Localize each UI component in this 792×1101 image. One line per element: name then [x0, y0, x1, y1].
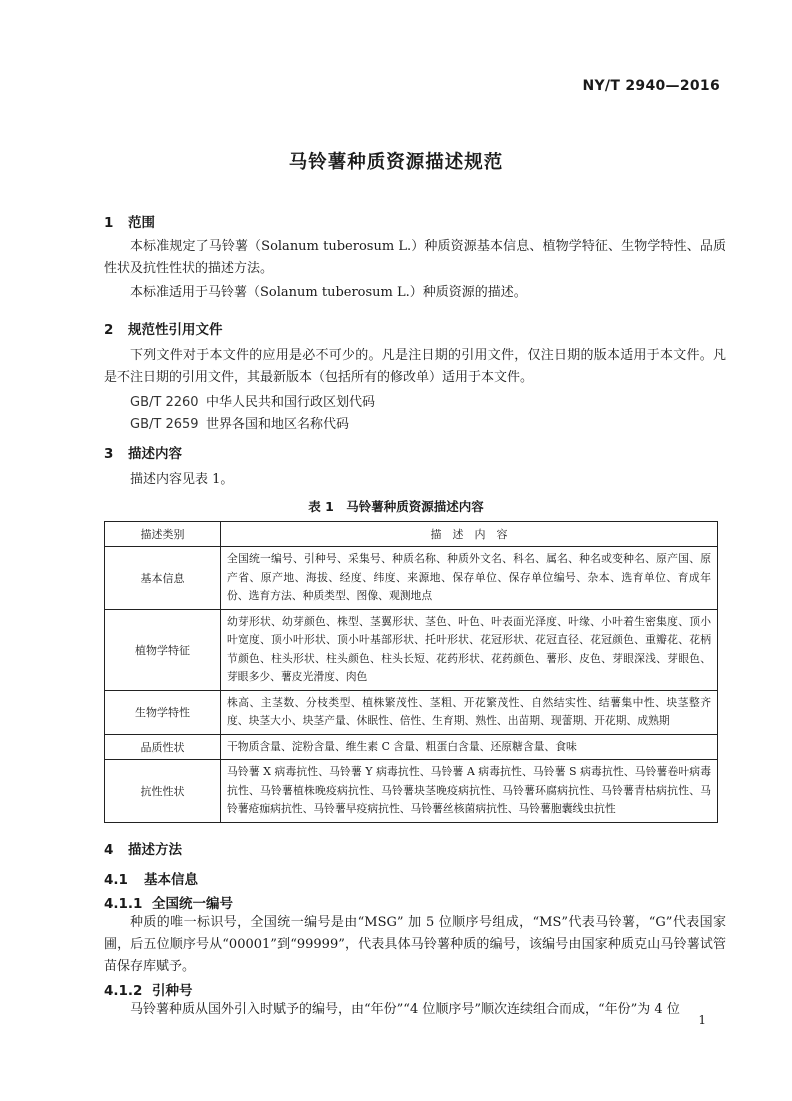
section-number: 1	[104, 215, 114, 231]
section-2-paragraph-1: 下列文件对于本文件的应用是必不可少的。凡是注日期的引用文件，仅注日期的版本适用于本文件。凡是不注日期的引用文件，其最新版本（包括所有的修改单）适用于本文件。	[104, 348, 726, 385]
table-cell-category: 品质性状	[105, 734, 221, 760]
table-row	[105, 547, 718, 610]
table-cell-category: 植物学特征	[105, 609, 221, 690]
reference-item	[130, 413, 349, 432]
reference-code: GB/T 2260	[130, 395, 199, 410]
reference-item	[130, 391, 375, 410]
description-table	[104, 521, 718, 823]
table-cell-content: 株高、主茎数、分枝类型、植株繁茂性、茎粗、开花繁茂性、自然结实性、结薯集中性、块茎整齐度、块茎大小、块茎产量、休眠性、倍性、生育期、熟性、出苗期、现蕾期、开花期、成熟期	[221, 690, 718, 734]
table-cell-category: 抗性性状	[105, 760, 221, 823]
table-header-category: 描述类别	[105, 522, 221, 547]
table-cell-category: 生物学特性	[105, 690, 221, 734]
table-header-row	[105, 522, 718, 547]
section-number: 3	[104, 446, 114, 462]
section-1-paragraph-2: 本标准适用于马铃薯（Solanum tuberosum L.）种质资源的描述。	[130, 285, 527, 300]
table-row	[105, 690, 718, 734]
section-title: 描述方法	[128, 842, 182, 858]
table-row	[105, 609, 718, 690]
page-number: 1	[698, 1013, 706, 1027]
section-title: 基本信息	[144, 872, 198, 888]
reference-title: 中华人民共和国行政区划代码	[206, 395, 376, 410]
table-cell-content: 干物质含量、淀粉含量、维生素 C 含量、粗蛋白含量、还原糖含量、食味	[221, 734, 718, 760]
section-number: 2	[104, 322, 114, 338]
section-4-1-2-heading	[104, 979, 193, 999]
table-cell-content: 马铃薯 X 病毒抗性、马铃薯 Y 病毒抗性、马铃薯 A 病毒抗性、马铃薯 S 病毒抗性、马铃薯卷叶病毒抗性、马铃薯植株晚疫病抗性、马铃薯块茎晚疫病抗性、马铃薯环腐病抗性、马铃薯青枯病抗性、马铃薯疮痂病抗性、马铃薯早疫病抗性、马铃薯丝核菌病抗性、马铃薯胞囊线虫抗性	[221, 760, 718, 823]
table-cell-category: 基本信息	[105, 547, 221, 610]
section-4-1-2-paragraph: 马铃薯种质从国外引入时赋予的编号，由“年份”“4 位顺序号”顺次连续组合而成，“年份”为 4 位	[130, 1002, 680, 1017]
section-3-paragraph-1: 描述内容见表 1。	[130, 472, 234, 487]
section-4-1-heading	[104, 868, 198, 888]
section-4-1-1-heading	[104, 892, 233, 912]
standard-number: NY/T 2940—2016	[582, 78, 720, 94]
section-number: 4.1.2	[104, 983, 143, 999]
table-cell-content: 全国统一编号、引种号、采集号、种质名称、种质外文名、科名、属名、种名或变种名、原产国、原产省、原产地、海拔、经度、纬度、来源地、保存单位、保存单位编号、杂本、选育单位、育成年份、选育方法、种质类型、图像、观测地点	[221, 547, 718, 610]
section-1-heading	[104, 211, 155, 231]
section-title: 范围	[128, 215, 155, 231]
section-2-heading	[104, 318, 223, 338]
table-cell-content: 幼芽形状、幼芽颜色、株型、茎翼形状、茎色、叶色、叶表面光泽度、叶缘、小叶着生密集度、顶小叶宽度、顶小叶形状、顶小叶基部形状、托叶形状、花冠形状、花冠直径、花冠颜色、重瓣花、花柄节颜色、柱头形状、柱头颜色、柱头长短、花药形状、花药颜色、薯形、皮色、芽眼深浅、芽眼色、芽眼多少、薯皮光滑度、肉色	[221, 609, 718, 690]
doc-title: 马铃薯种质资源描述规范	[288, 152, 504, 173]
table-row	[105, 734, 718, 760]
table-header-content: 描 述 内 容	[221, 522, 718, 547]
section-title: 引种号	[152, 983, 193, 999]
section-title: 描述内容	[128, 446, 182, 462]
section-number: 4.1.1	[104, 896, 143, 912]
section-3-heading	[104, 442, 182, 462]
reference-code: GB/T 2659	[130, 417, 199, 432]
table-caption: 表 1 马铃薯种质资源描述内容	[308, 499, 484, 514]
section-title: 全国统一编号	[152, 896, 233, 912]
table-row	[105, 760, 718, 823]
section-4-heading	[104, 838, 182, 858]
section-number: 4.1	[104, 872, 128, 888]
reference-title: 世界各国和地区名称代码	[206, 417, 350, 432]
section-4-1-1-paragraph: 种质的唯一标识号，全国统一编号是由“MSG” 加 5 位顺序号组成，“MS”代表马铃薯，“G”代表国家圃，后五位顺序号从“00001”到“99999”，代表具体马铃薯种质的编号，该编号由国家种质克山马铃薯试管苗保存库赋予。	[104, 915, 726, 974]
section-number: 4	[104, 842, 114, 858]
section-1-paragraph-1: 本标准规定了马铃薯（Solanum tuberosum L.）种质资源基本信息、植物学特征、生物学特性、品质性状及抗性性状的描述方法。	[104, 239, 726, 276]
section-title: 规范性引用文件	[128, 322, 223, 338]
